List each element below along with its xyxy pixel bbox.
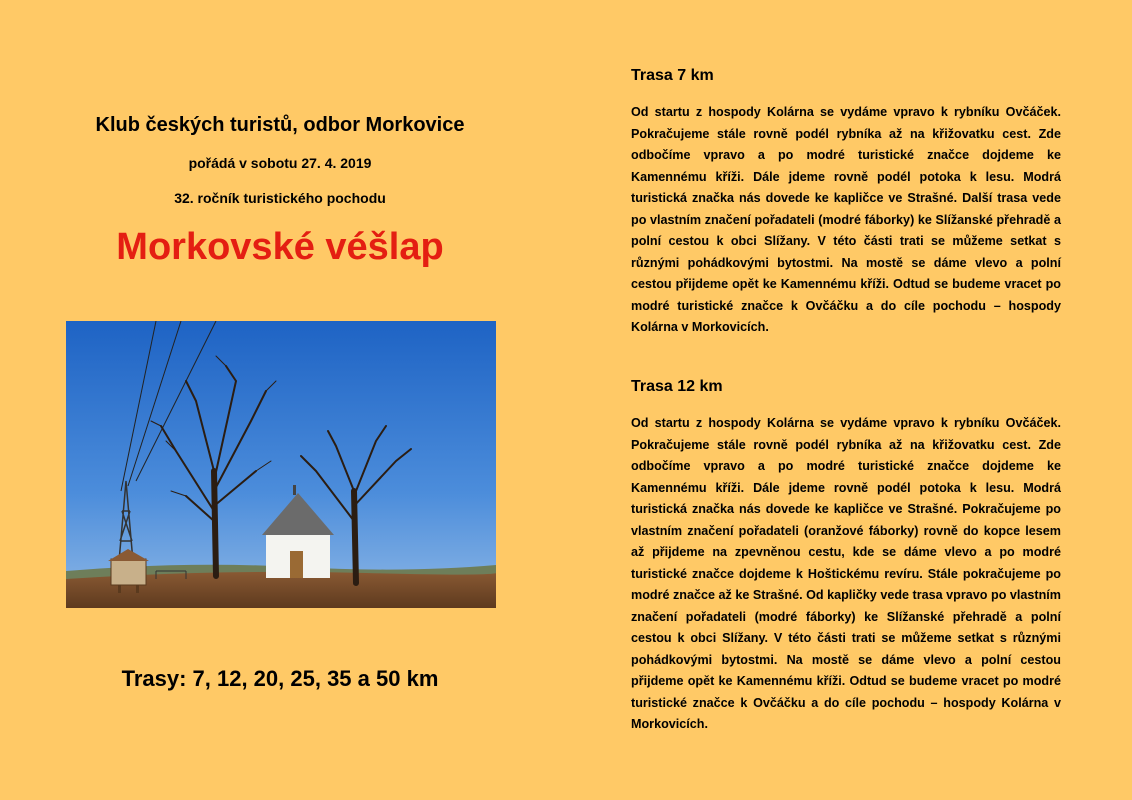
route-12km-description: Od startu z hospody Kolárna se vydáme vpravo k rybníku Ovčáček. Pokračujeme stále rovně podél rybníka až na křižovatku cest. Zde odbočíme vpravo a po modré turistické značce dojdeme ke Kamennému kříži. Dále jdeme rovně podél potoka k lesu. Modrá turistická značka nás dovede ke kapličce ve Strašné. Pokračujeme po vlastním značení pořadateli (oranžové fáborky) rovně do kopce lesem až přijdeme na zpevněnou cestu, kde se dáme vlevo a po modré turistické značce dojdeme k Hoštickému revíru. Stále pokračujeme po modré značce až ke Strašné. Od kapličky vede trasa vpravo po vlastním značení pořadateli (modré fáborky) ke Slížanské přehradě a polní cestou k obci Slížany. V této části trati se můžeme setkat s různými pohádkovými bytostmi. Na mostě se dáme vlevo a polní cestou přijdeme opět ke Kamennému kříži. Odtud se budeme vracet po modré turistické značce k Ovčáčku a do cíle pochodu – hospody Kolárna v Morkovicích.	[631, 416, 1061, 731]
event-title: Morkovské véšlap	[116, 226, 444, 268]
routes-summary: Trasy: 7, 12, 20, 25, 35 a 50 km	[121, 666, 439, 691]
left-page	[40, 0, 520, 800]
route-7km-heading: Trasa 7 km	[631, 67, 714, 84]
route-7km-description: Od startu z hospody Kolárna se vydáme vpravo k rybníku Ovčáček. Pokračujeme stále rovně podél rybníka až na křižovatku cest. Zde odbočíme vpravo a po modré turistické značce dojdeme ke Kamennému kříži. Dále jdeme rovně podél potoka k lesu. Modrá turistická značka nás dovede ke kapličce ve Strašné. Další trasa vede po vlastním značení pořadateli (modré fáborky) ke Slížanské přehradě a polní cestou k obci Slížany. V této části trati se můžeme setkat s různými pohádkovými bytostmi. Na mostě se dáme vlevo a polní cestou přijdeme opět ke Kamennému kříži. Odtud se budeme vracet po modré turistické značce k Ovčáčku a do cíle pochodu – hospody Kolárna v Morkovicích.	[631, 105, 1061, 334]
route-12km-heading: Trasa 12 km	[631, 378, 723, 395]
chapel-photo	[66, 321, 496, 608]
event-date: pořádá v sobotu 27. 4. 2019	[188, 155, 372, 171]
club-name: Klub českých turistů, odbor Morkovice	[95, 114, 465, 136]
event-edition: 32. ročník turistického pochodu	[174, 190, 386, 206]
